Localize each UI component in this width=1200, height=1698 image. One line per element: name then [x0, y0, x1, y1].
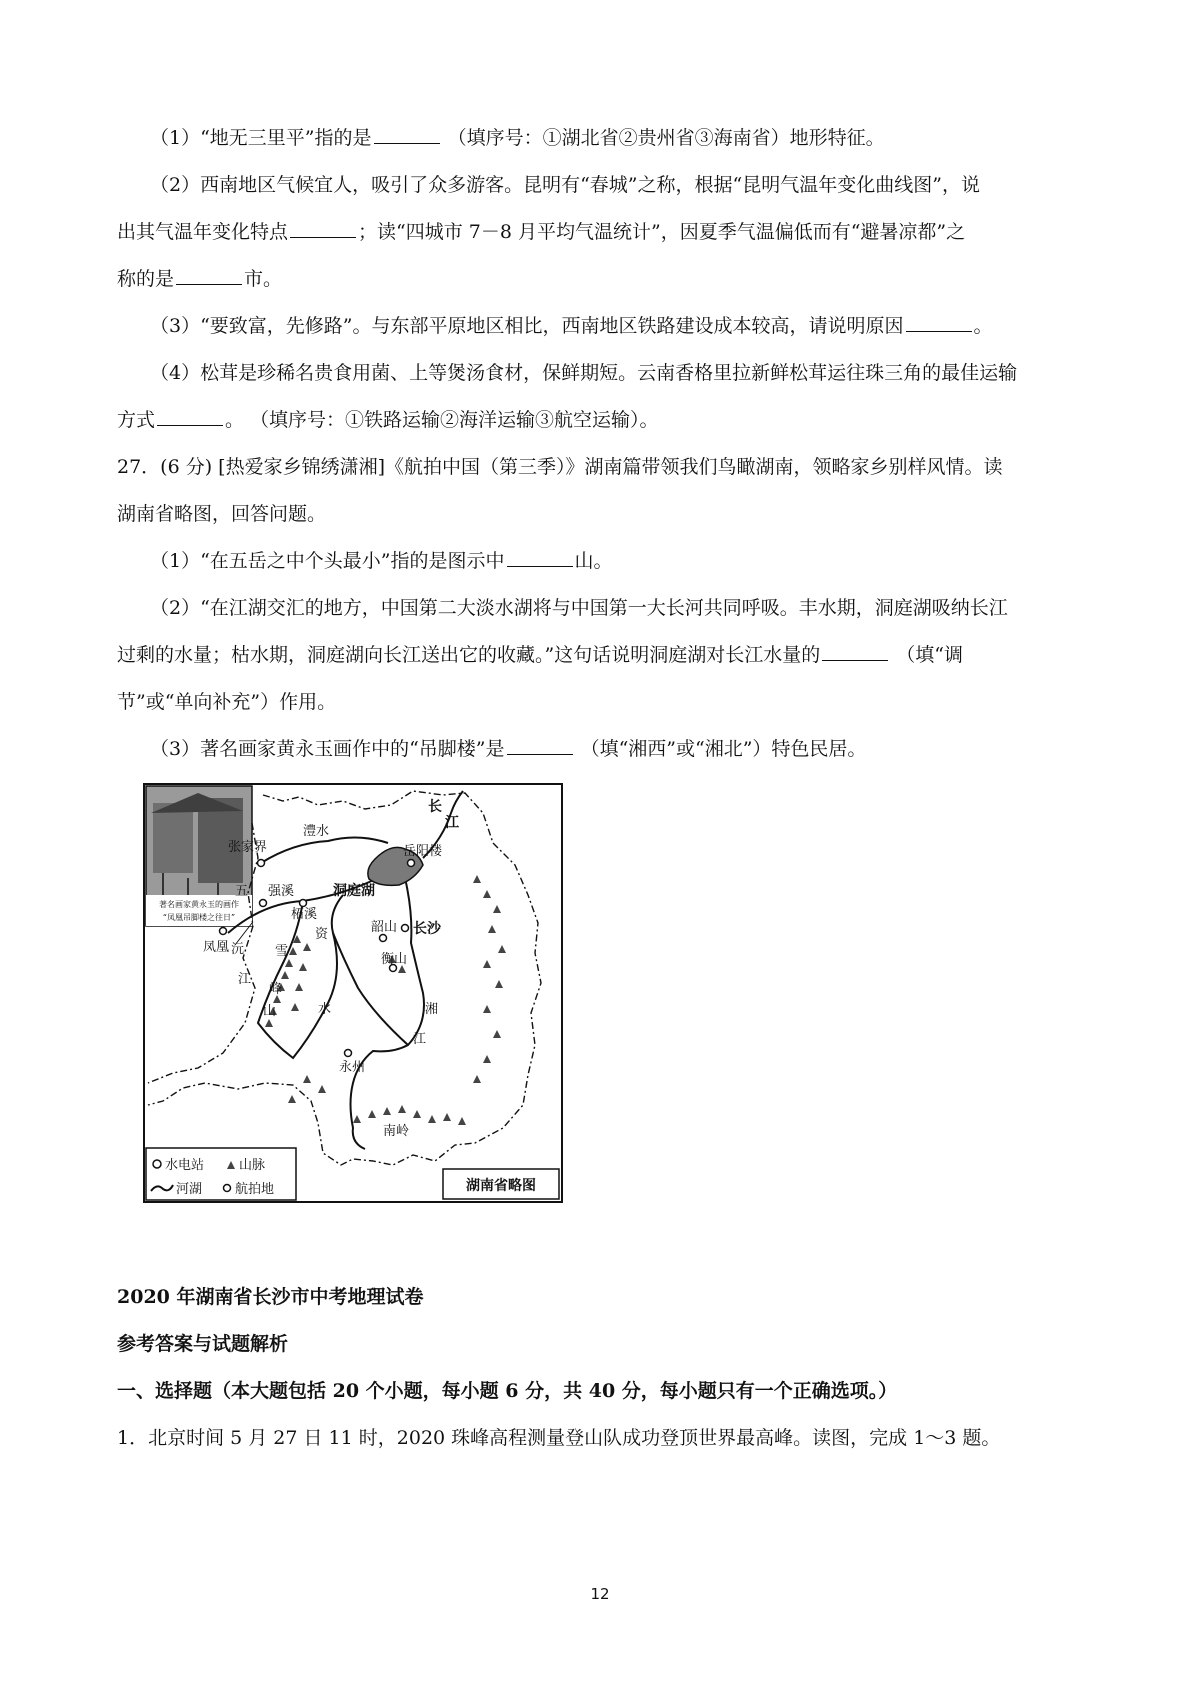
label-jiang: 江	[238, 972, 252, 987]
q26-part2-text-a: 出其气温年变化特点	[117, 221, 289, 243]
label-wu: 五	[235, 884, 249, 899]
label-qiangxi: 强溪	[268, 884, 295, 899]
answer-blank[interactable]	[157, 407, 223, 426]
yueyanglou-site	[408, 860, 415, 867]
page-number: 12	[590, 1585, 610, 1603]
fenghuang-site	[220, 928, 227, 935]
q27-part2-line3: 节”或“单向补充”）作用。	[117, 691, 337, 713]
q26-part3-end: 。	[973, 315, 993, 337]
answer-blank[interactable]	[374, 125, 440, 144]
label-feng: 峰	[269, 982, 283, 997]
label-shaoshan: 韶山	[371, 920, 398, 935]
label-changjiang-2: 江	[445, 815, 459, 831]
q26-part4-line1: （4）松茸是珍稀名贵食用菌、上等煲汤食材，保鲜期短。云南香格里拉新鲜松茸运往珠三角的最佳运输	[150, 362, 1018, 384]
hydro-station-icon	[153, 1160, 161, 1168]
q27-stem-line1: 27．(6 分) [热爱家乡锦绣潇湘]《航拍中国（第三季）》湖南篇带领我们鸟瞰湖南，领略家乡别样风情。读	[117, 456, 1003, 478]
diaojiaolou-painting-inset	[146, 786, 252, 926]
q27-part2-line2	[117, 642, 963, 668]
answer-blank[interactable]	[507, 736, 573, 755]
label-zhexi: 柘溪	[291, 907, 318, 922]
qiangxi-hydro	[260, 900, 267, 907]
hunan-map	[143, 783, 563, 1203]
label-shui: 水	[318, 1002, 332, 1017]
q26-part2-text-c: 称的是	[117, 268, 175, 290]
label-hengshan: 衡山	[381, 952, 408, 967]
answer-q1: 1．北京时间 5 月 27 日 11 时，2020 珠峰高程测量登山队成功登顶世界最高峰。读图，完成 1～3 题。	[117, 1427, 1001, 1449]
label-fenghuang: 凤凰	[203, 940, 230, 955]
inset-caption-2: “凤凰吊脚楼之往日”	[162, 913, 236, 922]
section-heading: 一、选择题（本大题包括 20 个小题，每小题 6 分，共 40 分，每小题只有一个正确选项。）	[117, 1380, 898, 1402]
q26-part4-text-b: 。 （填序号：①铁路运输②海洋运输③航空运输）。	[225, 409, 659, 431]
label-yuan: 沅	[231, 942, 245, 957]
label-jiang2: 江	[413, 1032, 427, 1047]
q26-part4-text-a: 方式	[117, 409, 156, 431]
map-title: 湖南省略图	[466, 1178, 536, 1194]
q26-part2-text-d: 市。	[244, 268, 283, 290]
label-dongtinghu: 洞庭湖	[333, 883, 375, 899]
q26-part2-line3	[117, 266, 282, 292]
zhexi-hydro	[300, 900, 307, 907]
label-lishui: 澧水	[303, 824, 330, 839]
label-zi: 资	[315, 927, 329, 942]
q26-part2-text-b: ；读“四城市 7－8 月平均气温统计”，因夏季气温偏低而有“避暑凉都”之	[358, 221, 966, 243]
label-changjiang-1: 长	[428, 799, 442, 815]
site-icon	[224, 1185, 231, 1192]
inset-caption-1: 著名画家黄永玉的画作	[159, 900, 239, 909]
answer-blank[interactable]	[507, 548, 573, 567]
label-shan: 山	[263, 1004, 277, 1019]
label-nanling: 南岭	[383, 1124, 410, 1139]
label-yongzhou: 永州	[339, 1060, 366, 1075]
answer-blank[interactable]	[822, 642, 888, 661]
q27-part2-text-b: （填“调	[896, 644, 963, 666]
map-legend	[146, 1148, 296, 1200]
q27-part2-text-a: 过剩的水量；枯水期，洞庭湖向长江送出它的收藏。”这句话说明洞庭湖对长江水量的	[117, 644, 821, 666]
q27-part1-end: 山。	[574, 550, 613, 572]
q26-part2-line1: （2）西南地区气候宜人，吸引了众多游客。昆明有“春城”之称，根据“昆明气温年变化曲线图”，说	[150, 174, 980, 196]
zhangjiajie-site	[258, 860, 265, 867]
label-yueyanglou: 岳阳楼	[403, 844, 443, 859]
q26-part1-text: （1）“地无三里平”指的是	[150, 127, 372, 149]
answer-blank[interactable]	[906, 313, 972, 332]
q27-part2-line1: （2）“在江湖交汇的地方，中国第二大淡水湖将与中国第一大长河共同呼吸。丰水期，洞庭湖吸纳长江	[150, 597, 1008, 619]
shaoshan-site	[380, 935, 387, 942]
answer-title: 2020 年湖南省长沙市中考地理试卷	[117, 1286, 424, 1308]
answer-blank[interactable]	[176, 266, 242, 285]
legend-mountain: 山脉	[239, 1158, 266, 1173]
q27-part3-text: （3）著名画家黄永玉画作中的“吊脚楼”是	[150, 738, 505, 760]
yongzhou-site	[345, 1050, 352, 1057]
changsha-site	[402, 925, 409, 932]
q27-stem-line2: 湖南省略图，回答问题。	[117, 503, 327, 525]
legend-river: 河湖	[176, 1182, 203, 1197]
q26-part1	[150, 125, 885, 151]
q26-part4-line2	[117, 407, 659, 433]
q27-part3	[150, 736, 866, 762]
map-title-box	[443, 1169, 559, 1199]
legend-site: 航拍地	[235, 1182, 275, 1197]
q27-part3-options: （填“湘西”或“湘北”）特色民居。	[580, 738, 867, 760]
q26-part2-line2	[117, 219, 965, 245]
answer-blank[interactable]	[290, 219, 356, 238]
q26-part1-options: （填序号：①湖北省②贵州省③海南省）地形特征。	[447, 127, 885, 149]
label-changsha: 长沙	[413, 921, 441, 937]
q27-part1-text: （1）“在五岳之中个头最小”指的是图示中	[150, 550, 505, 572]
q27-part1	[150, 548, 613, 574]
q26-part3	[150, 313, 993, 339]
answer-subtitle: 参考答案与试题解析	[117, 1333, 289, 1355]
legend-hydro: 水电站	[165, 1158, 205, 1173]
label-xue: 雪	[275, 944, 289, 959]
label-zhangjiajie: 张家界	[228, 840, 268, 855]
q26-part3-text: （3）“要致富，先修路”。与东部平原地区相比，西南地区铁路建设成本较高，请说明原因	[150, 315, 904, 337]
label-xiang: 湘	[425, 1002, 439, 1017]
